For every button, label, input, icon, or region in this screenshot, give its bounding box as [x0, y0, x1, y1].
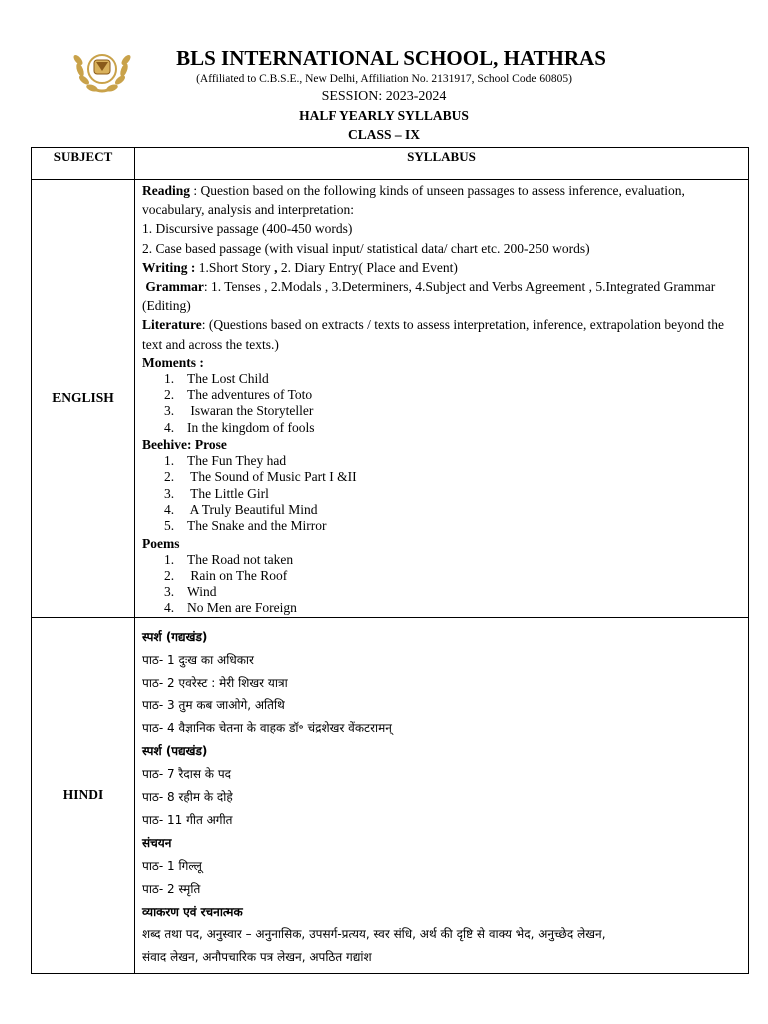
hindi-lesson-line: पाठ- 7 रैदास के पद	[142, 767, 232, 782]
hindi-lesson-line: पाठ- 2 एवरेस्ट : मेरी शिखर यात्रा	[142, 675, 288, 690]
subject-english: ENGLISH	[32, 180, 135, 618]
list-item: 4. In the kingdom of fools	[164, 419, 315, 435]
subject-column-header: SUBJECT	[32, 148, 135, 180]
syllabus-table	[31, 147, 749, 974]
grammar-paragraph: Grammar: 1. Tenses , 2.Modals , 3.Determiners, 4.Subject and Verbs Agreement , 5.Integrated Grammar (Editing)	[142, 279, 716, 314]
list-item: 1. The Road not taken	[164, 551, 294, 567]
list-item: 2. Rain on The Roof	[164, 567, 288, 583]
hindi-lesson-line: पाठ- 3 तुम कब जाओगे, अतिथि	[142, 698, 285, 713]
table-row-hindi	[32, 617, 749, 973]
syllabus-title: HALF YEARLY SYLLABUS	[299, 108, 469, 123]
hindi-syllabus	[135, 617, 749, 973]
reading-paragraph: Reading : Question based on the following kinds of unseen passages to assess inference, evaluation, vocabulary, analysis and interpretation:	[142, 183, 685, 218]
session-text: SESSION: 2023-2024	[321, 89, 447, 104]
hindi-lesson-line: शब्द तथा पद, अनुस्वार – अनुनासिक, उपसर्ग-प्रत्यय, स्वर संधि, अर्थ की दृष्टि से वाक्य भेद, अनुच्छेद लेखन,	[142, 927, 606, 942]
hindi-section-heading: व्याकरण एवं रचनात्मक	[142, 904, 243, 919]
list-item: 3. Iswaran the Storyteller	[164, 403, 314, 419]
reading-item: 1. Discursive passage (400-450 words)	[142, 221, 353, 237]
hindi-section-heading: स्पर्श (गद्यखंड)	[142, 629, 208, 644]
hindi-lesson-line: पाठ- 2 स्मृति	[142, 881, 201, 896]
subject-hindi: HINDI	[32, 617, 135, 973]
list-item: 5. The Snake and the Mirror	[164, 518, 327, 534]
affiliation-text: (Affiliated to C.B.S.E., New Delhi, Affiliation No. 2131917, School Code 60805)	[196, 73, 572, 85]
hindi-lesson-line: पाठ- 4 वैज्ञानिक चेतना के वाहक डॉ॰ चंद्रशेखर वेंकटरामन्	[142, 721, 392, 736]
reading-item: 2. Case based passage (with visual input/ statistical data/ chart etc. 200-250 words)	[142, 240, 590, 256]
hindi-lesson-line: संवाद लेखन, अनौपचारिक पत्र लेखन, अपठित गद्यांश	[142, 950, 372, 965]
list-item: 1. The Lost Child	[164, 370, 269, 386]
hindi-section-heading: स्पर्श (पद्यखंड)	[142, 744, 208, 759]
list-item: 2. The adventures of Toto	[164, 387, 313, 403]
hindi-section-heading: संचयन	[142, 835, 172, 850]
literature-paragraph: Literature: (Questions based on extracts / texts to assess interpretation, inference, extrapolation beyond the text and across the texts.)	[142, 317, 724, 352]
hindi-lesson-line: पाठ- 1 गिल्लू	[142, 858, 202, 873]
list-item: 4. No Men are Foreign	[164, 600, 297, 616]
syllabus-column-header: SYLLABUS	[135, 148, 749, 180]
poems-list	[164, 552, 742, 617]
hindi-lesson-line: पाठ- 11 गीत अगीत	[142, 812, 233, 827]
list-item: 3. The Little Girl	[164, 485, 269, 501]
english-syllabus	[135, 180, 749, 618]
moments-heading: Moments :	[142, 354, 204, 370]
list-item: 3. Wind	[164, 584, 217, 600]
hindi-lesson-line: पाठ- 8 रहीम के दोहे	[142, 790, 233, 805]
list-item: 1. The Fun They had	[164, 453, 287, 469]
list-item: 2. The Sound of Music Part I &II	[164, 469, 357, 485]
beehive-list	[164, 453, 742, 534]
writing-paragraph: Writing : 1.Short Story , 2. Diary Entry( Place and Event)	[142, 259, 458, 275]
school-name: BLS INTERNATIONAL SCHOOL, HATHRAS	[176, 46, 606, 70]
hindi-lesson-line: पाठ- 1 दुःख का अधिकार	[142, 652, 254, 667]
class-title: CLASS – IX	[347, 127, 421, 142]
table-row-english	[32, 180, 749, 618]
beehive-heading: Beehive: Prose	[142, 437, 227, 453]
list-item: 4. A Truly Beautiful Mind	[164, 501, 318, 517]
table-header-row	[32, 148, 749, 180]
moments-list	[164, 371, 742, 436]
poems-heading: Poems	[142, 535, 180, 551]
